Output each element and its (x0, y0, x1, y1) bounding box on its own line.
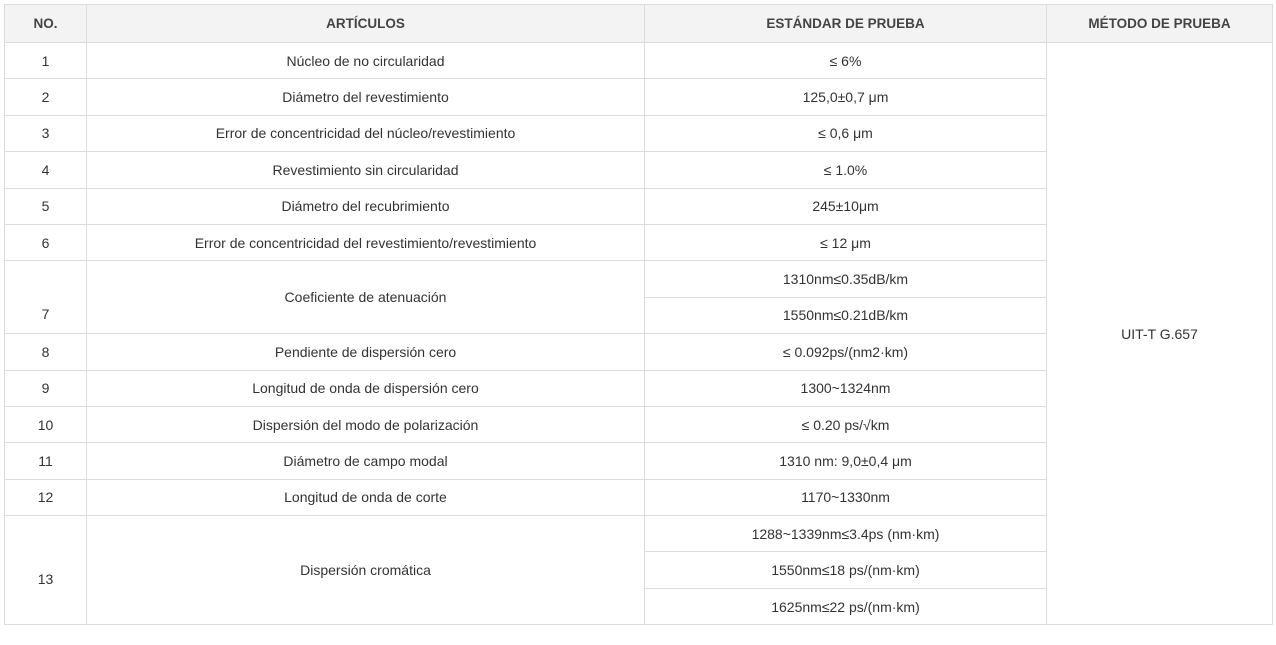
table-row (5, 43, 1273, 79)
row-test-standard: 1288~1339nm≤3.4ps (nm·km) (645, 516, 1047, 552)
row-test-standard: ≤ 12 μm (645, 224, 1047, 260)
row-item: Error de concentricidad del núcleo/revestimiento (87, 115, 645, 151)
row-item: Coeficiente de atenuación (87, 261, 645, 334)
table-header-row (5, 5, 1273, 43)
row-test-standard: 1310nm≤0.35dB/km (645, 261, 1047, 297)
row-number: 8 (5, 334, 87, 370)
row-test-standard: 1550nm≤18 ps/(nm·km) (645, 552, 1047, 588)
row-number: 6 (5, 224, 87, 260)
header-no: NO. (5, 5, 87, 43)
row-number: 9 (5, 370, 87, 406)
row-item: Revestimiento sin circularidad (87, 152, 645, 188)
row-item: Longitud de onda de corte (87, 479, 645, 515)
header-test-method: MÉTODO DE PRUEBA (1047, 5, 1273, 43)
header-items: ARTÍCULOS (87, 5, 645, 43)
row-number: 10 (5, 406, 87, 442)
row-number: 5 (5, 188, 87, 224)
test-method-cell: UIT-T G.657 (1047, 43, 1273, 625)
row-test-standard: 1170~1330nm (645, 479, 1047, 515)
row-test-standard: ≤ 1.0% (645, 152, 1047, 188)
row-test-standard: ≤ 0,6 μm (645, 115, 1047, 151)
row-item: Dispersión cromática (87, 516, 645, 625)
row-test-standard: ≤ 0.092ps/(nm2·km) (645, 334, 1047, 370)
row-item: Diámetro del revestimiento (87, 79, 645, 115)
row-test-standard: 1550nm≤0.21dB/km (645, 297, 1047, 333)
row-number: 1 (5, 43, 87, 79)
row-number: 12 (5, 479, 87, 515)
fiber-spec-table (4, 4, 1273, 625)
row-test-standard: 1310 nm: 9,0±0,4 μm (645, 443, 1047, 479)
row-item: Dispersión del modo de polarización (87, 406, 645, 442)
row-test-standard: 125,0±0,7 μm (645, 79, 1047, 115)
row-number: 4 (5, 152, 87, 188)
row-number: 7 (5, 261, 87, 334)
row-item: Núcleo de no circularidad (87, 43, 645, 79)
row-test-standard: ≤ 6% (645, 43, 1047, 79)
row-test-standard: 245±10μm (645, 188, 1047, 224)
row-item: Error de concentricidad del revestimiento/revestimiento (87, 224, 645, 260)
row-number: 3 (5, 115, 87, 151)
row-test-standard: 1300~1324nm (645, 370, 1047, 406)
spec-table-container (4, 4, 1273, 625)
table-body (5, 43, 1273, 625)
row-number: 11 (5, 443, 87, 479)
row-test-standard: 1625nm≤22 ps/(nm·km) (645, 588, 1047, 624)
row-item: Longitud de onda de dispersión cero (87, 370, 645, 406)
row-test-standard: ≤ 0.20 ps/√km (645, 406, 1047, 442)
row-item: Diámetro del recubrimiento (87, 188, 645, 224)
row-item: Diámetro de campo modal (87, 443, 645, 479)
row-number: 2 (5, 79, 87, 115)
header-test-standard: ESTÁNDAR DE PRUEBA (645, 5, 1047, 43)
row-item: Pendiente de dispersión cero (87, 334, 645, 370)
row-number: 13 (5, 516, 87, 625)
